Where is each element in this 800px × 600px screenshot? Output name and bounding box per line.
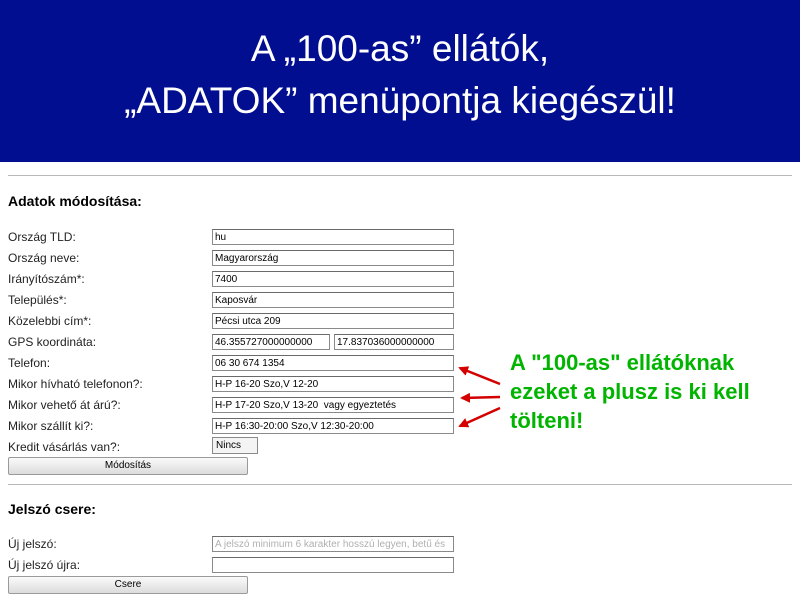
- tld-label: Ország TLD:: [8, 230, 76, 244]
- phone-label: Telefon:: [8, 356, 51, 370]
- arrow-to-call-hours: [460, 368, 500, 384]
- gps-label: GPS koordináta:: [8, 335, 97, 349]
- annotation-line-1: A "100-as" ellátóknak: [510, 350, 735, 375]
- zip-label: Irányítószám*:: [8, 272, 85, 286]
- modify-button[interactable]: Módosítás: [8, 457, 248, 475]
- change-password-button[interactable]: Csere: [8, 576, 248, 594]
- arrow-to-delivery-hours: [460, 408, 500, 426]
- title-line-2: „ADATOK” menüpontja kiegészül!: [124, 80, 676, 121]
- pickup-hours-label: Mikor vehető át árú?:: [8, 398, 121, 412]
- password-heading: Jelszó csere:: [8, 501, 96, 517]
- address-label: Közelebbi cím*:: [8, 314, 92, 328]
- call-hours-label: Mikor hívható telefonon?:: [8, 377, 143, 391]
- arrow-to-pickup-hours: [462, 397, 500, 398]
- data-edit-heading: Adatok módosítása:: [8, 193, 142, 209]
- credit-label: Kredit vásárlás van?:: [8, 440, 121, 454]
- repeat-password-label: Új jelszó újra:: [8, 558, 81, 572]
- delivery-hours-label: Mikor szállít ki?:: [8, 419, 94, 433]
- country-label: Ország neve:: [8, 251, 80, 265]
- new-password-label: Új jelszó:: [8, 537, 57, 551]
- annotation-line-2: ezeket a plusz is ki kell: [510, 379, 750, 404]
- title-line-1: A „100-as” ellátók,: [250, 28, 550, 69]
- annotation-line-3: tölteni!: [510, 408, 584, 433]
- city-label: Település*:: [8, 293, 67, 307]
- credit-select-value: Nincs: [216, 440, 242, 451]
